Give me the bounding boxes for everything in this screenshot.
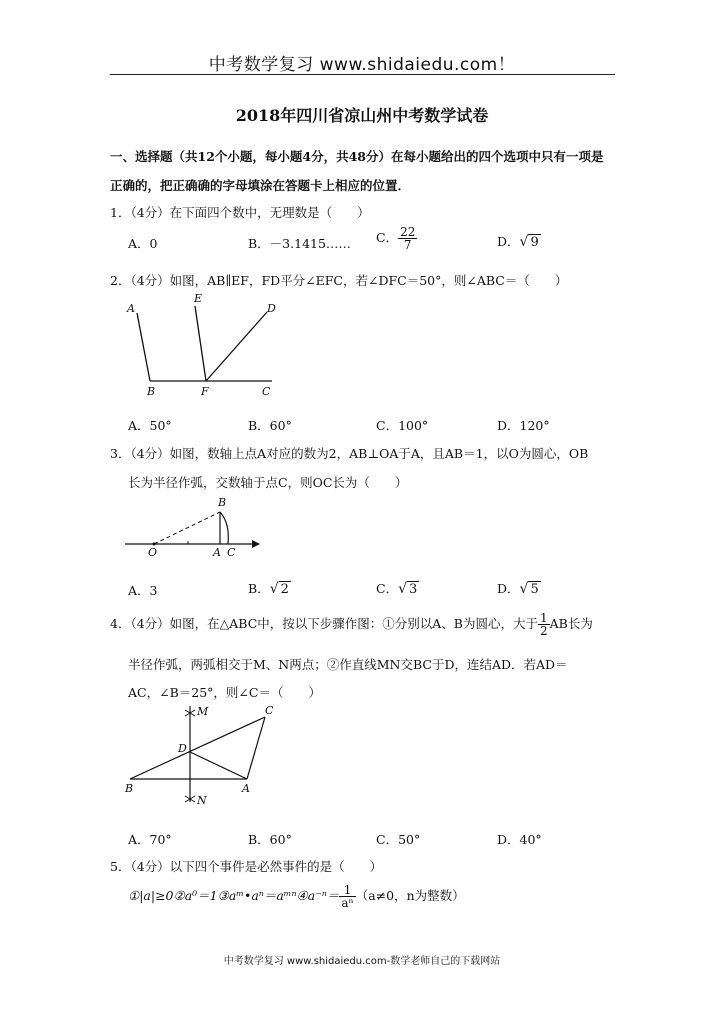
q5-events (128, 884, 465, 909)
q3-label-c: C (227, 546, 236, 559)
q2-stem: 2．（4分）如图，AB∥EF，FD平分∠EFC，若∠DFC＝50°，则∠ABC＝（ ） (110, 273, 568, 288)
q4-stem-fraction (538, 612, 550, 637)
q3-option-b-radicand: 2 (280, 582, 289, 597)
q1-option-c (376, 226, 417, 251)
q4-label-d: D (178, 742, 187, 755)
q2-line-ab (137, 313, 150, 381)
q4-option-c: C．50° (376, 832, 421, 847)
q5-frac-numerator: 1 (343, 883, 352, 897)
q3-option-b (248, 579, 291, 597)
q2-option-a: A．50° (128, 418, 172, 433)
q2-label-d: D (267, 302, 276, 315)
header-divider (110, 74, 615, 75)
q2-line-fd (206, 312, 267, 381)
q1-frac-numerator: 22 (400, 225, 416, 239)
q2-label-e: E (194, 292, 203, 305)
q4-stem-text: 4．（4分）如图，在△ABC中，按以下步骤作图：①分别以A、B为圆心，大于 (110, 616, 538, 631)
q3-option-c-radicand: 3 (409, 582, 418, 597)
q4-stem-text-post: AB长为 (549, 616, 593, 631)
q4-stem-cont2: AC，∠B＝25°，则∠C＝（ ） (128, 685, 321, 700)
q4-stem (110, 612, 593, 637)
q3-option-b-label: B． (248, 581, 270, 596)
sqrt-icon: √ 2 (269, 581, 289, 597)
q1-option-b: B．－3.1415…… (248, 236, 351, 251)
q3-option-c (376, 579, 419, 597)
q2-label-f: F (201, 385, 209, 398)
q5-fraction (339, 884, 355, 909)
sqrt-icon: √ 9 (519, 234, 539, 250)
q5-frac-denominator: aⁿ (341, 896, 354, 910)
q4-segment-da (190, 752, 247, 779)
q4-option-b: B．60° (248, 832, 292, 847)
sqrt-icon: √ 5 (519, 581, 539, 597)
page-footer: 中考数学复习 www.shidaiedu.com-数学老师自己的下载网站 (223, 956, 501, 967)
q5-stem: 5．（4分）以下四个事件是必然事件的是（ ） (110, 859, 383, 874)
q4-frac-denominator: 2 (540, 624, 548, 638)
q4-label-b: B (125, 782, 134, 795)
q2-line-ef (195, 306, 206, 381)
q5-events-text: ①|a|≥0②a⁰＝1③aᵐ•aⁿ＝aᵐⁿ④a⁻ⁿ＝ (128, 888, 340, 903)
q3-option-d-radicand: 5 (530, 582, 539, 597)
q3-stem: 3．（4分）如图，数轴上点A对应的数为2，AB⊥OA于A，且AB＝1，以O为圆心，OB (110, 446, 589, 461)
q4-label-c: C (265, 704, 274, 717)
q3-segment-ob (154, 512, 220, 544)
section-heading-cont: 正确的，把正确确的字母填涂在答题卡上相应的位置． (110, 178, 411, 193)
q2-label-a: A (127, 302, 135, 315)
arrow-right-icon (252, 540, 260, 548)
q4-option-d: D．40° (497, 832, 542, 847)
page-header: 中考数学复习 www.shidaiedu.com！ (208, 55, 516, 75)
q1-option-c-fraction (398, 226, 417, 251)
q3-option-c-label: C． (376, 581, 399, 596)
q2-label-c: C (262, 385, 271, 398)
q2-option-d: D．120° (497, 418, 550, 433)
q2-option-b: B．60° (248, 418, 292, 433)
q3-diagram (120, 493, 270, 563)
q4-segment-ca (247, 717, 265, 779)
q4-option-a: A．70° (128, 832, 172, 847)
q2-option-c: C．100° (376, 418, 429, 433)
q3-option-d-label: D． (497, 581, 520, 596)
q1-option-a: A．0 (128, 236, 158, 251)
q1-frac-denominator: 7 (398, 238, 417, 251)
q4-label-m: M (197, 705, 209, 718)
q1-option-d-radicand: 9 (530, 235, 539, 250)
q1-option-c-label: C． (376, 230, 399, 245)
q1-stem: 1．（4分）在下面四个数中，无理数是（ ） (110, 205, 370, 220)
q4-stem-cont: 半径作弧，两弧相交于M、N两点；②作直线MN交BC于D，连结AD．若AD＝ (128, 657, 568, 672)
q3-label-b: B (218, 496, 227, 509)
q2-label-b: B (147, 385, 156, 398)
q4-segment-bc (130, 717, 265, 779)
sqrt-icon: √ 3 (398, 581, 418, 597)
section-heading: 一、选择题（共12个小题，每小题4分，共48分）在每小题给出的四个选项中只有一项是 (110, 149, 604, 164)
q3-option-d (497, 579, 541, 597)
q1-option-d-label: D． (497, 234, 520, 249)
q4-label-n: N (197, 794, 207, 807)
q3-stem-cont: 长为半径作弧，交数轴于点C，则OC长为（ ） (128, 475, 408, 490)
q5-events-post: （a≠0，n为整数） (355, 888, 465, 903)
q1-option-d (497, 232, 541, 250)
q3-option-a: A．3 (128, 583, 158, 598)
q4-label-a: A (242, 782, 250, 795)
q3-arc (220, 512, 228, 544)
q3-label-o: O (148, 546, 158, 559)
q4-frac-numerator: 1 (540, 611, 548, 625)
q3-label-a: A (213, 546, 221, 559)
q2-diagram (120, 292, 300, 402)
exam-title: 2018年四川省凉山州中考数学试卷 (235, 106, 489, 125)
q4-diagram (120, 700, 290, 815)
